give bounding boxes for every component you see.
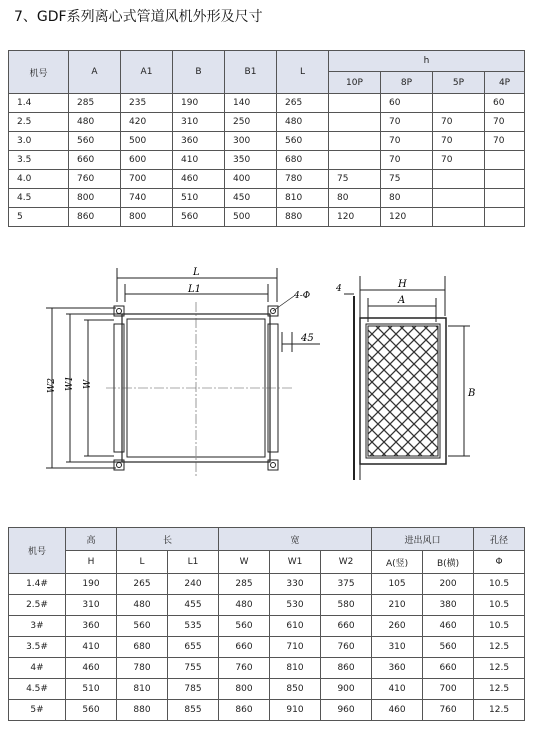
value-cell: 12.5: [474, 658, 525, 679]
value-cell: 510: [173, 189, 225, 208]
label-B: B: [468, 388, 476, 399]
table-row: [9, 574, 525, 595]
model-cell: 3#: [9, 616, 66, 637]
value-cell: 410: [173, 151, 225, 170]
value-cell: 120: [329, 208, 381, 227]
label-W1: W1: [65, 376, 75, 391]
table-row: [9, 132, 525, 151]
model-cell: 5: [9, 208, 69, 227]
header2-height: 高: [66, 528, 117, 551]
header2-W2: W2: [321, 551, 372, 574]
value-cell: 860: [219, 700, 270, 721]
value-cell: 190: [66, 574, 117, 595]
label-W2: W2: [47, 378, 57, 393]
value-cell: 510: [66, 679, 117, 700]
header-h-8p: 8P: [381, 72, 433, 94]
model-cell: 4.0: [9, 170, 69, 189]
value-cell: 910: [270, 700, 321, 721]
label-L: L: [193, 267, 200, 278]
model-cell: 3.5#: [9, 637, 66, 658]
dimension-table-size: [8, 527, 525, 721]
model-cell: 3.5: [9, 151, 69, 170]
value-cell: 210: [372, 595, 423, 616]
header2-hole: 孔径: [474, 528, 525, 551]
value-cell: [433, 170, 485, 189]
table-row: [9, 113, 525, 132]
value-cell: 140: [225, 94, 277, 113]
header-L: L: [277, 51, 329, 94]
value-cell: 755: [168, 658, 219, 679]
value-cell: 810: [270, 658, 321, 679]
value-cell: 310: [66, 595, 117, 616]
value-cell: 70: [485, 132, 525, 151]
value-cell: 560: [277, 132, 329, 151]
label-W: W: [83, 379, 93, 389]
value-cell: 75: [381, 170, 433, 189]
value-cell: 800: [121, 208, 173, 227]
header2-B: B(横): [423, 551, 474, 574]
label-H: H: [398, 279, 407, 290]
value-cell: 460: [372, 700, 423, 721]
value-cell: 880: [117, 700, 168, 721]
table-row: [9, 94, 525, 113]
label-45: 45: [301, 333, 314, 344]
value-cell: 12.5: [474, 679, 525, 700]
value-cell: [485, 151, 525, 170]
model-cell: 1.4#: [9, 574, 66, 595]
value-cell: 560: [69, 132, 121, 151]
header-h-5p: 5P: [433, 72, 485, 94]
value-cell: 760: [69, 170, 121, 189]
header2-phi: Φ: [474, 551, 525, 574]
value-cell: [433, 94, 485, 113]
value-cell: 560: [173, 208, 225, 227]
model-cell: 1.4: [9, 94, 69, 113]
value-cell: 780: [277, 170, 329, 189]
value-cell: 860: [69, 208, 121, 227]
header-A: A: [69, 51, 121, 94]
header2-inlet: 进出风口: [372, 528, 474, 551]
value-cell: 655: [168, 637, 219, 658]
table-row: [9, 151, 525, 170]
value-cell: 610: [270, 616, 321, 637]
front-view-drawing: [30, 262, 330, 492]
value-cell: 450: [225, 189, 277, 208]
value-cell: [329, 151, 381, 170]
value-cell: 120: [381, 208, 433, 227]
value-cell: 740: [121, 189, 173, 208]
header-B: B: [173, 51, 225, 94]
value-cell: 105: [372, 574, 423, 595]
value-cell: 480: [219, 595, 270, 616]
value-cell: 500: [121, 132, 173, 151]
value-cell: 660: [219, 637, 270, 658]
value-cell: 500: [225, 208, 277, 227]
model-cell: 3.0: [9, 132, 69, 151]
value-cell: 60: [485, 94, 525, 113]
value-cell: 680: [277, 151, 329, 170]
model-cell: 5#: [9, 700, 66, 721]
value-cell: 760: [219, 658, 270, 679]
header2-W: W: [219, 551, 270, 574]
header2-width: 宽: [219, 528, 372, 551]
value-cell: 380: [423, 595, 474, 616]
value-cell: 850: [270, 679, 321, 700]
value-cell: 810: [117, 679, 168, 700]
value-cell: 285: [69, 94, 121, 113]
value-cell: 600: [121, 151, 173, 170]
value-cell: 460: [66, 658, 117, 679]
value-cell: 810: [277, 189, 329, 208]
value-cell: 200: [423, 574, 474, 595]
value-cell: 800: [219, 679, 270, 700]
value-cell: 760: [423, 700, 474, 721]
value-cell: 190: [173, 94, 225, 113]
value-cell: 560: [423, 637, 474, 658]
value-cell: 60: [381, 94, 433, 113]
value-cell: 560: [66, 700, 117, 721]
value-cell: 410: [66, 637, 117, 658]
value-cell: 70: [433, 151, 485, 170]
table-row: [9, 658, 525, 679]
value-cell: 375: [321, 574, 372, 595]
header2-L1: L1: [168, 551, 219, 574]
value-cell: 75: [329, 170, 381, 189]
header2-model: 机号: [9, 528, 66, 574]
value-cell: [329, 94, 381, 113]
value-cell: 530: [270, 595, 321, 616]
value-cell: 960: [321, 700, 372, 721]
value-cell: [329, 113, 381, 132]
header-h-4p: 4P: [485, 72, 525, 94]
value-cell: 70: [433, 113, 485, 132]
value-cell: 70: [381, 132, 433, 151]
value-cell: 235: [121, 94, 173, 113]
value-cell: 12.5: [474, 700, 525, 721]
value-cell: 660: [423, 658, 474, 679]
side-view-drawing: [330, 268, 500, 498]
value-cell: 800: [69, 189, 121, 208]
value-cell: 12.5: [474, 637, 525, 658]
value-cell: [433, 189, 485, 208]
value-cell: 480: [117, 595, 168, 616]
value-cell: 10.5: [474, 595, 525, 616]
value-cell: 80: [329, 189, 381, 208]
value-cell: 560: [219, 616, 270, 637]
value-cell: 10.5: [474, 574, 525, 595]
value-cell: [329, 132, 381, 151]
value-cell: [433, 208, 485, 227]
value-cell: 310: [372, 637, 423, 658]
value-cell: 785: [168, 679, 219, 700]
value-cell: 360: [372, 658, 423, 679]
value-cell: 460: [423, 616, 474, 637]
model-cell: 4#: [9, 658, 66, 679]
header2-W1: W1: [270, 551, 321, 574]
value-cell: [485, 170, 525, 189]
value-cell: 560: [117, 616, 168, 637]
value-cell: [485, 208, 525, 227]
label-A: A: [398, 295, 406, 306]
model-cell: 4.5: [9, 189, 69, 208]
model-cell: 2.5#: [9, 595, 66, 616]
value-cell: 880: [277, 208, 329, 227]
model-cell: 2.5: [9, 113, 69, 132]
value-cell: 535: [168, 616, 219, 637]
table-row: [9, 208, 525, 227]
value-cell: 260: [372, 616, 423, 637]
value-cell: 400: [225, 170, 277, 189]
value-cell: 265: [277, 94, 329, 113]
value-cell: 420: [121, 113, 173, 132]
table-row: [9, 679, 525, 700]
value-cell: [485, 189, 525, 208]
header2-length: 长: [117, 528, 219, 551]
header2-H: H: [66, 551, 117, 574]
header-B1: B1: [225, 51, 277, 94]
value-cell: 860: [321, 658, 372, 679]
value-cell: 780: [117, 658, 168, 679]
value-cell: 240: [168, 574, 219, 595]
value-cell: 360: [173, 132, 225, 151]
header2-A: A(竖): [372, 551, 423, 574]
table-row: [9, 637, 525, 658]
value-cell: 250: [225, 113, 277, 132]
value-cell: 480: [69, 113, 121, 132]
value-cell: 710: [270, 637, 321, 658]
header-A1: A1: [121, 51, 173, 94]
value-cell: 855: [168, 700, 219, 721]
value-cell: 80: [381, 189, 433, 208]
value-cell: 70: [381, 113, 433, 132]
value-cell: 680: [117, 637, 168, 658]
header-h: h: [329, 51, 525, 72]
header2-L: L: [117, 551, 168, 574]
value-cell: 10.5: [474, 616, 525, 637]
label-L1: L1: [188, 284, 202, 295]
value-cell: 360: [66, 616, 117, 637]
value-cell: 660: [321, 616, 372, 637]
value-cell: 70: [485, 113, 525, 132]
value-cell: 480: [277, 113, 329, 132]
value-cell: 460: [173, 170, 225, 189]
table-row: [9, 189, 525, 208]
value-cell: 760: [321, 637, 372, 658]
value-cell: 350: [225, 151, 277, 170]
value-cell: 285: [219, 574, 270, 595]
table-row: [9, 700, 525, 721]
table-row: [9, 616, 525, 637]
value-cell: 580: [321, 595, 372, 616]
label-holes: 4-Φ: [294, 291, 311, 301]
table-row: [9, 595, 525, 616]
label-4: 4: [336, 284, 342, 294]
value-cell: 310: [173, 113, 225, 132]
value-cell: 70: [381, 151, 433, 170]
value-cell: 455: [168, 595, 219, 616]
value-cell: 265: [117, 574, 168, 595]
value-cell: 660: [69, 151, 121, 170]
value-cell: 300: [225, 132, 277, 151]
value-cell: 70: [433, 132, 485, 151]
value-cell: 410: [372, 679, 423, 700]
value-cell: 700: [121, 170, 173, 189]
header-model: 机号: [9, 51, 69, 94]
value-cell: 900: [321, 679, 372, 700]
value-cell: 330: [270, 574, 321, 595]
value-cell: 700: [423, 679, 474, 700]
table-row: [9, 170, 525, 189]
page-title: 7、GDF系列离心式管道风机外形及尺寸: [14, 9, 263, 25]
header-h-10p: 10P: [329, 72, 381, 94]
dimension-table-h: [8, 50, 525, 227]
model-cell: 4.5#: [9, 679, 66, 700]
